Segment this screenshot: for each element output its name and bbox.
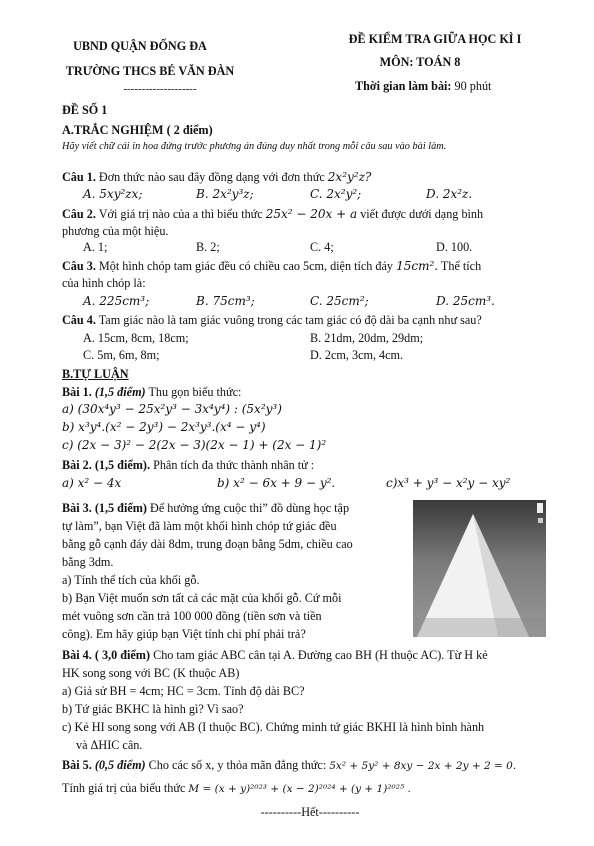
bai3-label: Bài 3.	[62, 501, 92, 515]
q1-option-a: A. 5xy²zx;	[83, 187, 143, 201]
bai1-text: Thu gọn biểu thức:	[145, 385, 242, 399]
wooden-pyramid-photo	[413, 500, 546, 637]
q4-option-b: B. 21dm, 20dm, 29dm;	[310, 331, 424, 345]
bai2-label: Bài 2.	[62, 458, 92, 472]
exam-title: ĐỀ KIỂM TRA GIỮA HỌC KÌ I	[348, 32, 522, 46]
bai3-line-4: a) Tính thể tích của khối gỗ.	[62, 573, 200, 587]
district-name: UBND QUẬN ĐỐNG ĐA	[73, 39, 207, 53]
q1-option-c: C. 2x²y²;	[310, 187, 362, 201]
q3-text2: Thể tích	[438, 259, 482, 273]
q2-option-c: C. 4;	[310, 240, 334, 254]
bai4-c: c) Kẻ HI song song với AB (I thuộc BC). Chứng minh tứ giác BKHI là hình bình hành	[62, 720, 485, 734]
q2-text2: viết được dưới dạng bình	[357, 207, 484, 221]
q1-expr: 2x²y²z?	[327, 170, 372, 184]
bai3-line-3: bằng 3dm.	[62, 555, 114, 569]
q2-line2: phương của một hiệu.	[62, 224, 169, 238]
bai-3	[62, 501, 349, 516]
q3-option-b: B. 75cm³;	[196, 294, 255, 308]
duration-value: 90 phút	[451, 79, 492, 93]
bai5-expr2: M = (x + y)²⁰²³ + (x − 2)²⁰²⁴ + (y + 1)²⁰²⁵ .	[188, 783, 411, 795]
q4-option-c: C. 5m, 6m, 8m;	[83, 348, 160, 362]
bai3-line-0: Để hưởng ứng cuộc thi” đồ dùng học tập	[146, 501, 350, 515]
bai2-a: a) x² − 4x	[62, 476, 122, 490]
bai5-label: Bài 5.	[62, 758, 92, 772]
bai4-line2: HK song song với BC (K thuộc AB)	[62, 666, 240, 680]
q1-option-d: D. 2x²z.	[426, 187, 473, 201]
q1-label: Câu 1.	[62, 170, 96, 184]
bai3-line-5: b) Bạn Việt muốn sơn tất cả các mặt của khối gỗ. Cứ mỗi	[62, 591, 342, 605]
bai-2	[62, 458, 314, 473]
q1-text: Đơn thức nào sau đây đồng dạng với đơn thức	[95, 170, 328, 184]
bai1-b: b) x³y⁴.(x² − 2y³) − 2x³y³.(x⁴ − y⁴)	[62, 420, 266, 434]
exam-code: ĐỀ SỐ 1	[62, 103, 108, 117]
q2-label: Câu 2.	[62, 207, 96, 221]
bai2-c: c)x³ + y³ − x²y − xy²	[386, 476, 511, 490]
q3-expr: 15cm².	[396, 259, 439, 273]
q4-label: Câu 4.	[62, 313, 96, 327]
part-b-title: B.TỰ LUẬN	[62, 367, 129, 381]
q2-text: Với giá trị nào của a thì biểu thức	[95, 207, 266, 221]
duration	[355, 79, 491, 94]
bai4-points: ( 3,0 điểm)	[91, 648, 151, 662]
bai4-a: a) Giả sử BH = 4cm; HC = 3cm. Tính độ dài BC?	[62, 684, 305, 698]
bai2-text: Phân tích đa thức thành nhân tử :	[150, 458, 315, 472]
bai3-line-7: công). Em hãy giúp bạn Việt tính chi phí phải trả?	[62, 627, 306, 641]
q3-text: Một hình chóp tam giác đều có chiều cao 5cm, diện tích đáy	[95, 259, 397, 273]
q3-line2: của hình chóp là:	[62, 276, 146, 290]
bai3-line-2: bằng gỗ cạnh đáy dài 8dm, trung đoạn bằng 5dm, chiều cao	[62, 537, 353, 551]
question-2	[62, 207, 483, 222]
bai5-points: (0,5 điểm)	[91, 758, 146, 772]
school-name: TRƯỜNG THCS BÉ VĂN ĐÀN	[65, 64, 235, 78]
bai4-b: b) Tứ giác BKHC là hình gì? Vì sao?	[62, 702, 244, 716]
bai1-a: a) (30x⁴y³ − 25x²y³ − 3x⁴y⁴) : (5x²y³)	[62, 402, 282, 416]
part-a-title: A.TRẮC NGHIỆM ( 2 điểm)	[62, 123, 213, 137]
bai1-c: c) (2x − 3)² − 2(2x − 3)(2x − 1) + (2x − 1)²	[62, 438, 327, 452]
end-marker: ----------Hết----------	[260, 805, 360, 819]
bai3-line-1: tự làm”, bạn Việt đã làm một khối hình chóp tứ giác đều	[62, 519, 337, 533]
part-a-instruction: Hãy viết chữ cái in hoa đứng trước phương án đúng duy nhất trong mỗi câu sau vào bài làm.	[62, 141, 447, 152]
bai2-points: (1,5 điểm).	[91, 458, 151, 472]
header-divider: --------------------	[123, 83, 197, 95]
subject: MÔN: TOÁN 8	[379, 55, 461, 69]
q2-expr: 25x² − 20x + a	[265, 207, 358, 221]
bai5-line2-text: Tính giá trị của biểu thức	[62, 781, 189, 795]
bai4-label: Bài 4.	[62, 648, 92, 662]
bai1-points: (1,5 điểm)	[91, 385, 146, 399]
bai2-b: b) x² − 6x + 9 − y².	[217, 476, 336, 490]
q1-option-b: B. 2x²y³z;	[196, 187, 254, 201]
q3-option-c: C. 25cm²;	[310, 294, 369, 308]
q4-text: Tam giác nào là tam giác vuông trong các tam giác có độ dài ba cạnh như sau?	[95, 313, 482, 327]
q3-label: Câu 3.	[62, 259, 96, 273]
q2-option-d: D. 100.	[436, 240, 473, 254]
q2-option-b: B. 2;	[196, 240, 220, 254]
question-3	[62, 259, 481, 274]
duration-label: Thời gian làm bài:	[355, 79, 452, 93]
q3-option-d: D. 25cm³.	[436, 294, 495, 308]
bai5-expr: 5x² + 5y² + 8xy − 2x + 2y + 2 = 0.	[329, 760, 517, 772]
bai1-label: Bài 1.	[62, 385, 92, 399]
bai5-text: Cho các số x, y thỏa mãn đẳng thức:	[145, 758, 330, 772]
q4-option-d: D. 2cm, 3cm, 4cm.	[310, 348, 404, 362]
bai4-text: Cho tam giác ABC cân tại A. Đường cao BH (H thuộc AC). Từ H kẻ	[150, 648, 488, 662]
question-4	[62, 313, 482, 328]
bai4-c2: và ΔHIC cân.	[76, 738, 143, 752]
q3-option-a: A. 225cm³;	[83, 294, 150, 308]
q2-option-a: A. 1;	[83, 240, 108, 254]
bai-5	[62, 758, 516, 774]
q4-option-a: A. 15cm, 8cm, 18cm;	[83, 331, 189, 345]
bai-4	[62, 648, 488, 663]
bai5-line2	[62, 781, 411, 797]
bai-1	[62, 385, 241, 400]
bai3-line-6: mét vuông sơn cần trả 100 000 đồng (tiền sơn và tiền	[62, 609, 322, 623]
bai3-points: (1,5 điểm)	[91, 501, 147, 515]
question-1	[62, 170, 371, 185]
